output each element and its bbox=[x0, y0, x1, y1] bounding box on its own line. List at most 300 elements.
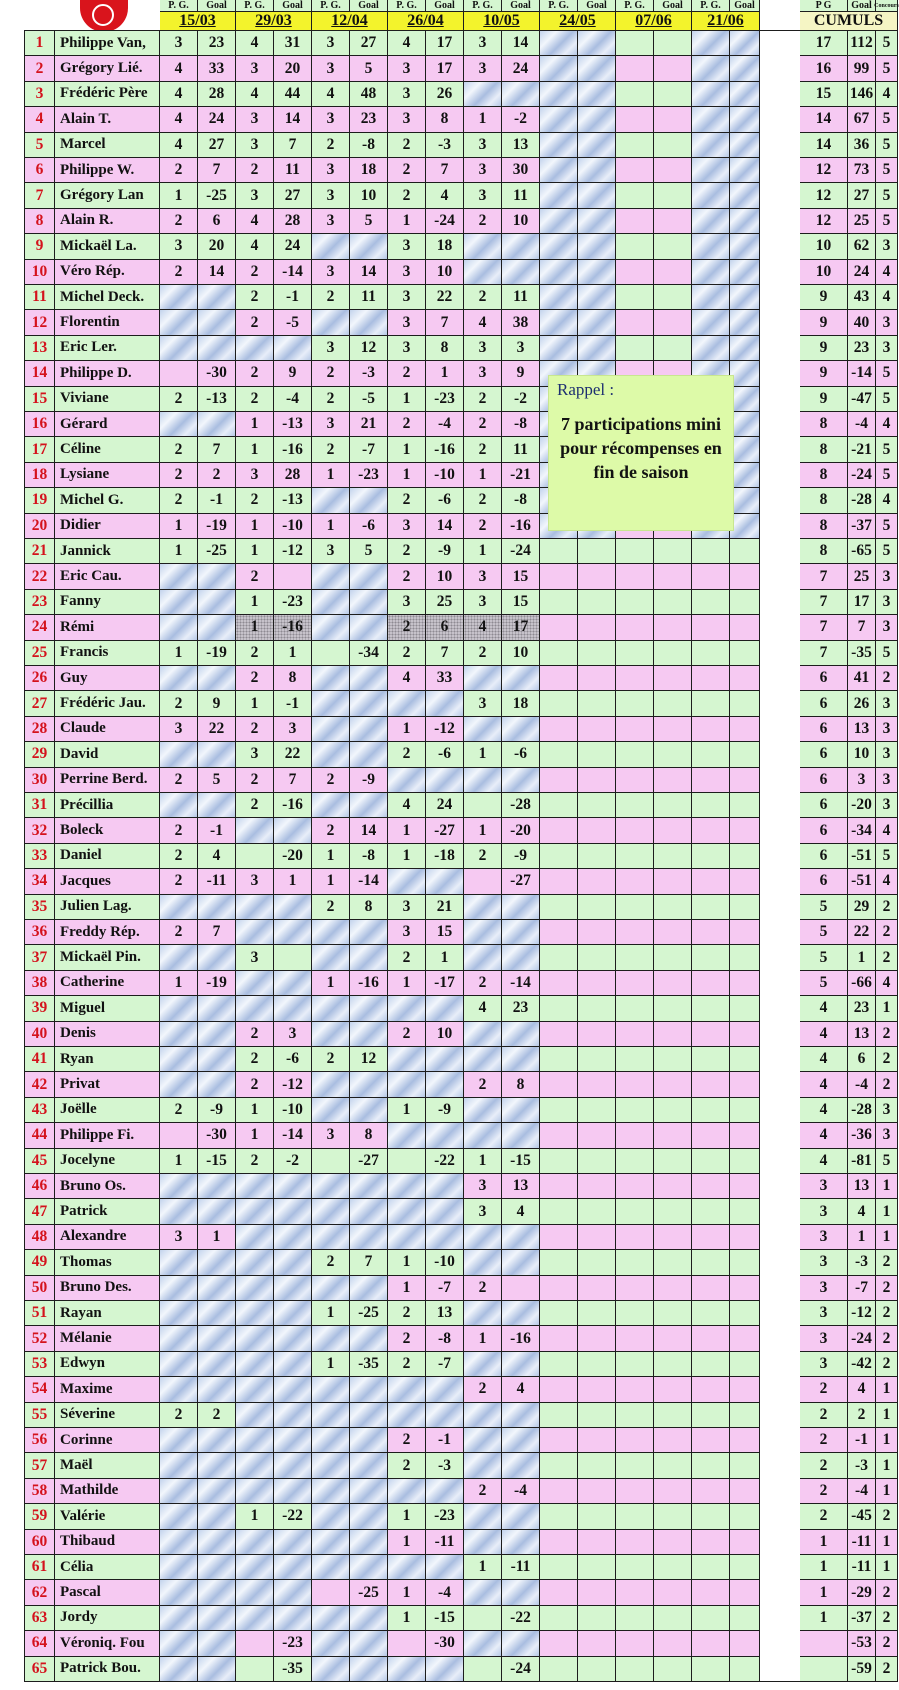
goal-cell bbox=[350, 1276, 388, 1301]
player-name: Jocelyne bbox=[55, 1149, 160, 1174]
header-goal-label: Goal bbox=[274, 0, 312, 12]
points-cell: 1 bbox=[388, 437, 426, 462]
goal-cell: -14 bbox=[274, 1123, 312, 1148]
goal-cell bbox=[654, 742, 692, 767]
points-cell: 3 bbox=[464, 56, 502, 81]
total-points: 4 bbox=[800, 1149, 848, 1174]
goal-cell bbox=[274, 1352, 312, 1377]
rank-number: 23 bbox=[25, 590, 55, 615]
goal-cell bbox=[654, 1555, 692, 1580]
points-cell bbox=[692, 1580, 730, 1605]
goal-cell: -24 bbox=[426, 209, 464, 234]
points-cell: 3 bbox=[388, 920, 426, 945]
points-cell bbox=[312, 1199, 350, 1224]
total-contests: 2 bbox=[876, 920, 898, 945]
points-cell bbox=[160, 1580, 198, 1605]
goal-cell: -1 bbox=[274, 691, 312, 716]
points-cell bbox=[540, 1555, 578, 1580]
goal-cell bbox=[730, 768, 760, 793]
points-cell: 2 bbox=[388, 1022, 426, 1047]
goal-cell bbox=[502, 1022, 540, 1047]
rank-number: 12 bbox=[25, 310, 55, 335]
total-goal: 1 bbox=[848, 945, 876, 970]
goal-cell bbox=[274, 1250, 312, 1275]
points-cell bbox=[692, 1149, 730, 1174]
total-points: 3 bbox=[800, 1199, 848, 1224]
goal-cell bbox=[730, 945, 760, 970]
points-cell: 3 bbox=[388, 310, 426, 335]
points-cell bbox=[540, 1022, 578, 1047]
points-cell: 1 bbox=[388, 209, 426, 234]
goal-cell: -19 bbox=[198, 641, 236, 666]
points-cell bbox=[616, 1504, 654, 1529]
goal-cell bbox=[274, 1301, 312, 1326]
total-contests: 1 bbox=[876, 1225, 898, 1250]
player-name: Freddy Rép. bbox=[55, 920, 160, 945]
points-cell: 2 bbox=[160, 1403, 198, 1428]
points-cell bbox=[464, 1580, 502, 1605]
goal-cell: -4 bbox=[426, 412, 464, 437]
goal-cell: 15 bbox=[502, 564, 540, 589]
goal-cell bbox=[654, 183, 692, 208]
total-points: 14 bbox=[800, 107, 848, 132]
goal-cell bbox=[654, 717, 692, 742]
goal-cell: -22 bbox=[426, 1149, 464, 1174]
points-cell: 3 bbox=[464, 183, 502, 208]
points-cell bbox=[616, 234, 654, 259]
goal-cell: -3 bbox=[426, 133, 464, 158]
points-cell: 2 bbox=[312, 1047, 350, 1072]
goal-cell: 4 bbox=[502, 1377, 540, 1402]
goal-cell: 38 bbox=[502, 310, 540, 335]
header-date: 24/05 bbox=[540, 12, 616, 31]
goal-cell bbox=[654, 564, 692, 589]
goal-cell: 20 bbox=[274, 56, 312, 81]
goal-cell: 14 bbox=[502, 31, 540, 56]
rank-number: 1 bbox=[25, 31, 55, 56]
player-name: Maxime bbox=[55, 1377, 160, 1402]
header-goal-label: Goal bbox=[198, 0, 236, 12]
points-cell: 2 bbox=[312, 133, 350, 158]
total-contests: 3 bbox=[876, 1123, 898, 1148]
goal-cell bbox=[274, 1580, 312, 1605]
goal-cell bbox=[730, 1250, 760, 1275]
goal-cell bbox=[198, 1301, 236, 1326]
rank-number: 49 bbox=[25, 1250, 55, 1275]
points-cell bbox=[616, 310, 654, 335]
points-cell bbox=[540, 82, 578, 107]
player-name: Célia bbox=[55, 1555, 160, 1580]
points-cell: 1 bbox=[388, 1276, 426, 1301]
goal-cell bbox=[730, 234, 760, 259]
total-contests: 4 bbox=[876, 488, 898, 513]
points-cell bbox=[692, 1377, 730, 1402]
goal-cell: 18 bbox=[502, 691, 540, 716]
goal-cell: -9 bbox=[350, 768, 388, 793]
goal-cell: 23 bbox=[502, 996, 540, 1021]
points-cell bbox=[540, 56, 578, 81]
player-name: Frédéric Père bbox=[55, 82, 160, 107]
points-cell: 4 bbox=[160, 133, 198, 158]
goal-cell: 25 bbox=[426, 590, 464, 615]
points-cell: 3 bbox=[388, 590, 426, 615]
total-points: 5 bbox=[800, 920, 848, 945]
goal-cell: 26 bbox=[426, 82, 464, 107]
points-cell bbox=[160, 1377, 198, 1402]
points-cell bbox=[540, 869, 578, 894]
goal-cell: -4 bbox=[274, 387, 312, 412]
goal-cell bbox=[578, 666, 616, 691]
goal-cell bbox=[730, 1047, 760, 1072]
goal-cell bbox=[502, 1403, 540, 1428]
goal-cell: 22 bbox=[426, 285, 464, 310]
goal-cell bbox=[502, 1225, 540, 1250]
goal-cell bbox=[578, 564, 616, 589]
total-goal: -7 bbox=[848, 1276, 876, 1301]
total-contests: 3 bbox=[876, 742, 898, 767]
points-cell: 4 bbox=[236, 82, 274, 107]
points-cell: 4 bbox=[464, 310, 502, 335]
points-cell bbox=[540, 1149, 578, 1174]
points-cell bbox=[312, 310, 350, 335]
points-cell bbox=[464, 1225, 502, 1250]
points-cell: 4 bbox=[160, 82, 198, 107]
player-name: Pascal bbox=[55, 1580, 160, 1605]
total-contests: 2 bbox=[876, 1657, 898, 1682]
points-cell bbox=[160, 1047, 198, 1072]
points-cell: 4 bbox=[236, 209, 274, 234]
points-cell: 1 bbox=[236, 1123, 274, 1148]
points-cell bbox=[692, 641, 730, 666]
player-name: Frédéric Jau. bbox=[55, 691, 160, 716]
points-cell: 1 bbox=[388, 1504, 426, 1529]
points-cell bbox=[312, 691, 350, 716]
points-cell bbox=[616, 1530, 654, 1555]
points-cell: 2 bbox=[236, 1047, 274, 1072]
goal-cell bbox=[274, 1606, 312, 1631]
goal-cell bbox=[654, 1326, 692, 1351]
goal-cell: 10 bbox=[350, 183, 388, 208]
goal-cell bbox=[502, 260, 540, 285]
goal-cell: 14 bbox=[350, 818, 388, 843]
goal-cell bbox=[426, 1123, 464, 1148]
player-name: Patrick bbox=[55, 1199, 160, 1224]
goal-cell bbox=[578, 107, 616, 132]
points-cell bbox=[692, 920, 730, 945]
points-cell: 2 bbox=[388, 564, 426, 589]
goal-cell bbox=[654, 56, 692, 81]
points-cell bbox=[388, 869, 426, 894]
rank-number: 47 bbox=[25, 1199, 55, 1224]
points-cell: 2 bbox=[464, 387, 502, 412]
goal-cell bbox=[730, 920, 760, 945]
goal-cell bbox=[578, 1657, 616, 1682]
goal-cell: 10 bbox=[426, 260, 464, 285]
header-goal-label: Goal bbox=[578, 0, 616, 12]
goal-cell bbox=[426, 1047, 464, 1072]
points-cell: 2 bbox=[388, 539, 426, 564]
points-cell: 3 bbox=[464, 1199, 502, 1224]
points-cell bbox=[236, 1301, 274, 1326]
points-cell bbox=[616, 641, 654, 666]
header-goal-label: Goal bbox=[654, 0, 692, 12]
points-cell bbox=[540, 920, 578, 945]
points-cell bbox=[160, 1631, 198, 1656]
total-goal: -51 bbox=[848, 844, 876, 869]
points-cell: 1 bbox=[388, 1530, 426, 1555]
total-contests: 3 bbox=[876, 234, 898, 259]
goal-cell bbox=[274, 1326, 312, 1351]
header-pg-label: P. G. bbox=[236, 0, 274, 12]
rank-number: 61 bbox=[25, 1555, 55, 1580]
goal-cell bbox=[274, 1530, 312, 1555]
points-cell bbox=[540, 818, 578, 843]
points-cell bbox=[616, 1606, 654, 1631]
total-goal: 29 bbox=[848, 895, 876, 920]
points-cell: 2 bbox=[388, 615, 426, 640]
points-cell: 1 bbox=[236, 514, 274, 539]
goal-cell bbox=[502, 1428, 540, 1453]
points-cell: 1 bbox=[312, 1352, 350, 1377]
points-cell bbox=[540, 310, 578, 335]
points-cell: 1 bbox=[236, 691, 274, 716]
points-cell bbox=[312, 1479, 350, 1504]
points-cell: 2 bbox=[160, 260, 198, 285]
rank-number: 25 bbox=[25, 641, 55, 666]
total-points: 6 bbox=[800, 666, 848, 691]
total-points: 4 bbox=[800, 996, 848, 1021]
points-cell bbox=[692, 1657, 730, 1682]
points-cell bbox=[692, 1301, 730, 1326]
goal-cell bbox=[426, 691, 464, 716]
goal-cell: -8 bbox=[502, 412, 540, 437]
rank-number: 46 bbox=[25, 1174, 55, 1199]
goal-cell: 1 bbox=[198, 1225, 236, 1250]
points-cell bbox=[160, 285, 198, 310]
total-points: 2 bbox=[800, 1479, 848, 1504]
goal-cell bbox=[730, 717, 760, 742]
logo-emblem bbox=[92, 4, 114, 26]
points-cell bbox=[616, 971, 654, 996]
total-goal: -37 bbox=[848, 514, 876, 539]
points-cell: 3 bbox=[312, 107, 350, 132]
points-cell bbox=[464, 1453, 502, 1478]
player-name: Grégory Lié. bbox=[55, 56, 160, 81]
total-goal: -66 bbox=[848, 971, 876, 996]
total-goal: 36 bbox=[848, 133, 876, 158]
rank-number: 62 bbox=[25, 1580, 55, 1605]
points-cell: 3 bbox=[388, 285, 426, 310]
points-cell bbox=[692, 107, 730, 132]
points-cell bbox=[692, 234, 730, 259]
points-cell bbox=[692, 1225, 730, 1250]
total-points bbox=[800, 1657, 848, 1682]
points-cell bbox=[160, 1453, 198, 1478]
rank-number: 18 bbox=[25, 463, 55, 488]
goal-cell bbox=[730, 1225, 760, 1250]
goal-cell bbox=[274, 564, 312, 589]
total-goal: 4 bbox=[848, 1377, 876, 1402]
goal-cell: -1 bbox=[198, 488, 236, 513]
player-name: Denis bbox=[55, 1022, 160, 1047]
goal-cell bbox=[730, 1453, 760, 1478]
goal-cell bbox=[350, 996, 388, 1021]
goal-cell bbox=[198, 1530, 236, 1555]
goal-cell bbox=[274, 996, 312, 1021]
points-cell bbox=[312, 1225, 350, 1250]
total-goal: 22 bbox=[848, 920, 876, 945]
goal-cell bbox=[502, 920, 540, 945]
points-cell bbox=[312, 1504, 350, 1529]
points-cell bbox=[692, 1072, 730, 1097]
points-cell: 2 bbox=[464, 1479, 502, 1504]
total-goal: -12 bbox=[848, 1301, 876, 1326]
player-name: Céline bbox=[55, 437, 160, 462]
goal-cell bbox=[730, 1199, 760, 1224]
points-cell bbox=[312, 1276, 350, 1301]
points-cell bbox=[236, 336, 274, 361]
rank-number: 19 bbox=[25, 488, 55, 513]
points-cell bbox=[160, 742, 198, 767]
points-cell: 2 bbox=[388, 133, 426, 158]
points-cell bbox=[540, 1352, 578, 1377]
goal-cell: -12 bbox=[274, 539, 312, 564]
points-cell bbox=[540, 539, 578, 564]
goal-cell bbox=[274, 1453, 312, 1478]
goal-cell bbox=[578, 971, 616, 996]
goal-cell bbox=[654, 1377, 692, 1402]
goal-cell bbox=[654, 1530, 692, 1555]
total-contests: 5 bbox=[876, 31, 898, 56]
player-name: Ryan bbox=[55, 1047, 160, 1072]
points-cell: 2 bbox=[464, 971, 502, 996]
goal-cell: 12 bbox=[350, 336, 388, 361]
points-cell bbox=[464, 1530, 502, 1555]
total-contests: 4 bbox=[876, 971, 898, 996]
points-cell bbox=[312, 615, 350, 640]
goal-cell bbox=[730, 1377, 760, 1402]
total-goal: -1 bbox=[848, 1428, 876, 1453]
goal-cell bbox=[654, 1098, 692, 1123]
points-cell bbox=[312, 1580, 350, 1605]
player-name: Alain T. bbox=[55, 107, 160, 132]
goal-cell bbox=[654, 1250, 692, 1275]
total-contests: 5 bbox=[876, 1149, 898, 1174]
total-points: 2 bbox=[800, 1504, 848, 1529]
total-points: 4 bbox=[800, 1047, 848, 1072]
rank-number: 36 bbox=[25, 920, 55, 945]
points-cell: 2 bbox=[388, 641, 426, 666]
points-cell: 1 bbox=[160, 183, 198, 208]
player-name: Gérard bbox=[55, 412, 160, 437]
goal-cell: -17 bbox=[426, 971, 464, 996]
total-goal: 13 bbox=[848, 1174, 876, 1199]
rank-number: 15 bbox=[25, 387, 55, 412]
total-points: 9 bbox=[800, 336, 848, 361]
goal-cell: 7 bbox=[426, 158, 464, 183]
total-goal: 23 bbox=[848, 996, 876, 1021]
points-cell bbox=[616, 895, 654, 920]
goal-cell bbox=[502, 1250, 540, 1275]
points-cell bbox=[236, 1657, 274, 1682]
goal-cell bbox=[578, 1301, 616, 1326]
goal-cell bbox=[654, 793, 692, 818]
goal-cell bbox=[730, 361, 760, 386]
goal-cell bbox=[730, 437, 760, 462]
total-points: 9 bbox=[800, 285, 848, 310]
points-cell: 2 bbox=[388, 1352, 426, 1377]
total-points: 12 bbox=[800, 209, 848, 234]
goal-cell bbox=[578, 818, 616, 843]
goal-cell bbox=[578, 1479, 616, 1504]
goal-cell: -9 bbox=[426, 539, 464, 564]
total-points: 2 bbox=[800, 1453, 848, 1478]
points-cell: 3 bbox=[388, 82, 426, 107]
points-cell: 4 bbox=[236, 234, 274, 259]
points-cell bbox=[540, 1453, 578, 1478]
goal-cell bbox=[654, 285, 692, 310]
points-cell: 3 bbox=[464, 564, 502, 589]
rank-number: 64 bbox=[25, 1631, 55, 1656]
points-cell: 1 bbox=[464, 742, 502, 767]
points-cell bbox=[616, 1428, 654, 1453]
goal-cell bbox=[274, 1403, 312, 1428]
goal-cell bbox=[654, 768, 692, 793]
goal-cell bbox=[578, 539, 616, 564]
points-cell bbox=[236, 818, 274, 843]
header-goal-label: Goal bbox=[730, 0, 760, 12]
goal-cell bbox=[730, 971, 760, 996]
goal-cell: 4 bbox=[502, 1199, 540, 1224]
player-name: Philippe Van, bbox=[55, 31, 160, 56]
points-cell bbox=[388, 1072, 426, 1097]
points-cell: 2 bbox=[388, 183, 426, 208]
total-contests: 1 bbox=[876, 1403, 898, 1428]
points-cell bbox=[616, 1047, 654, 1072]
goal-cell: 1 bbox=[274, 641, 312, 666]
points-cell: 1 bbox=[388, 1606, 426, 1631]
goal-cell: 24 bbox=[274, 234, 312, 259]
player-name: David bbox=[55, 742, 160, 767]
goal-cell bbox=[654, 260, 692, 285]
goal-cell: 7 bbox=[198, 437, 236, 462]
goal-cell: 9 bbox=[502, 361, 540, 386]
points-cell: 1 bbox=[236, 615, 274, 640]
points-cell bbox=[160, 793, 198, 818]
total-contests: 2 bbox=[876, 666, 898, 691]
goal-cell bbox=[730, 514, 760, 539]
points-cell bbox=[312, 1453, 350, 1478]
goal-cell bbox=[350, 1555, 388, 1580]
points-cell bbox=[388, 768, 426, 793]
points-cell bbox=[540, 615, 578, 640]
points-cell bbox=[312, 1022, 350, 1047]
points-cell bbox=[616, 1555, 654, 1580]
goal-cell: -25 bbox=[198, 183, 236, 208]
points-cell: 2 bbox=[160, 463, 198, 488]
points-cell: 4 bbox=[236, 31, 274, 56]
points-cell: 1 bbox=[160, 641, 198, 666]
goal-cell bbox=[274, 1276, 312, 1301]
goal-cell: 7 bbox=[426, 641, 464, 666]
goal-cell: -6 bbox=[426, 488, 464, 513]
total-points: 6 bbox=[800, 742, 848, 767]
goal-cell bbox=[578, 945, 616, 970]
points-cell: 2 bbox=[464, 844, 502, 869]
points-cell bbox=[236, 1479, 274, 1504]
goal-cell: -14 bbox=[350, 869, 388, 894]
goal-cell bbox=[654, 1199, 692, 1224]
